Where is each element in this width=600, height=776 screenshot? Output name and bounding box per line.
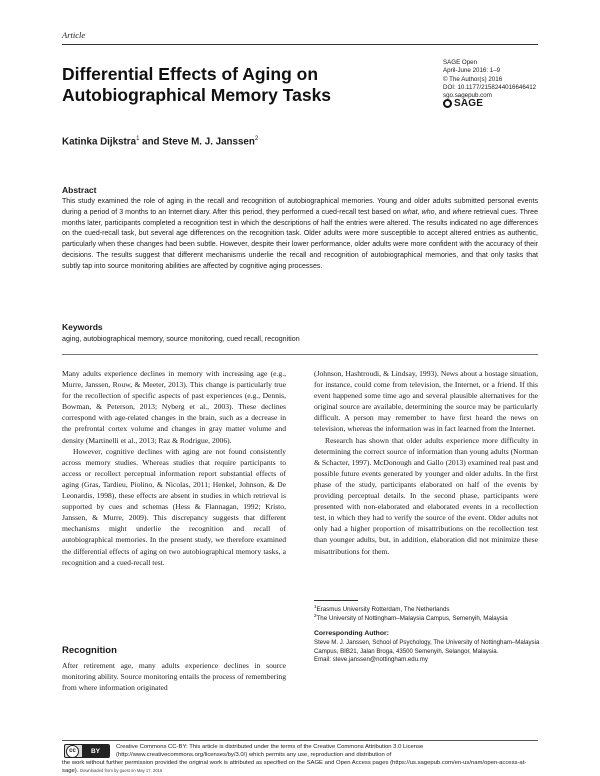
affiliation-marker: 1 bbox=[136, 136, 140, 142]
affiliation-footnote: $^2$The University of Nottingham–Malaysia Campus, Semenyih, Malaysia bbox=[314, 613, 508, 623]
footnote-rule bbox=[314, 600, 358, 601]
body-paragraph: Research has shown that older adults experience more difficulty in determining the correct source of information than young adults (Norman & Schacter, 1997). McDonough and Gallo (2013) examined real past and possible future events generated by younger and older adults. In the first phase of the study, participants elaborated on half of the events by providing perceptual details. In the second phase, participants were presented with non-elaborated and elaborated events in a recollection test, in which they had to verify the source of the event. Older adults not only had a higher proportion of misattributions on the recollection test than younger adults, but, in addition, elaboration did not minimize these misattributions for them. bbox=[314, 435, 538, 556]
sage-logo bbox=[443, 98, 483, 109]
body-paragraph: After retirement age, many adults experience declines in source monitoring ability. Source monitoring entails the process of remembering from where information originated bbox=[62, 661, 286, 693]
download-note: Downloaded from by guest on May 17, 2016 bbox=[80, 768, 163, 774]
author-joiner: and bbox=[139, 136, 163, 148]
doi[interactable]: DOI: 10.1177/2158244016646412 bbox=[443, 83, 537, 91]
affiliation-footnote: $^1$Erasmus University Rotterdam, The Netherlands bbox=[314, 604, 450, 614]
body-paragraph: (Johnson, Hashtroudi, & Lindsay, 1993). News about a hostage situation, for instance, could come from television, the Internet, or a friend. If this event happened some time ago and several plausible alternatives for the original source are available, determining the source may be particularly difficult. A person may remember to have first heard the news on television, whereas the information was in fact learned from the Internet. bbox=[314, 369, 538, 434]
copyright: © The Author(s) 2016 bbox=[443, 75, 503, 83]
author-list bbox=[62, 136, 258, 147]
body-paragraph: However, cognitive declines with aging are not found consistently across memory studies. Whereas studies that require participants to access or recollect perceptual information report substantial effects of aging (Gras, Tardieu, Piolino, & Nicolas, 2011; Henkel, Johnson, & De Leonardis, 1998), these effects are absent in studies in which retrieval is supported by cues and schemas (Hess & Flannagan, 1992; Kristo, Janssen, & Murre, 2009). This discrepancy suggests that different mechanisms might underlie the recognition and recall of autobiographical memories. In the present study, we therefore examined the differential effects of aging on two autobiographical memory tasks, a recognition and a cued-recall test. bbox=[62, 446, 286, 567]
abstract-text: This study examined the role of aging in the recall and recognition of autobiographical memories. Young and older adults submitted personal events during a period of 3 months to an Internet diary. After this period, they performed a cued-recall test based on what, who, and where retrieval cues. Three months later, participants completed a recognition test in which the descriptions of half the entries were altered. The results indicated no age differences on the cued-recall task, but several age differences on the recognition task. Older adults were more susceptible to accept altered entries as authentic, particularly when these changes had been subtle. However, despite their lower performance, older adults were more confident with the accuracy of their decisions. The results suggest that different mechanisms underlie the recall and recognition of autobiographical memories, and that only tasks that subtly tap into source monitoring abilities are affected by cognitive aging processes. bbox=[62, 198, 539, 270]
by-icon: BY bbox=[82, 745, 109, 757]
cc-by-badge[interactable] bbox=[64, 744, 110, 758]
journal-name: SAGE Open bbox=[443, 59, 478, 66]
abstract-heading: Abstract bbox=[62, 185, 97, 195]
corresponding-author-info bbox=[314, 639, 550, 665]
body-paragraph: Many adults experience declines in memory with increasing age (e.g., Murre, Janssen, Rouw, & Meeter, 2013). This change is particularly true for the recollection of specific aspects of past experiences (e.g., Dennis, Bowman, & Peterson, 2013; Nyberg et al., 2003). These declines correspond with age-related changes in the brain, such as a decrease in the prefrontal cortex volume and changes in gray matter volume and density (Martinelli et al., 2013; Raz & Rodrigue, 2006). bbox=[62, 369, 286, 445]
license-text: Creative Commons CC-BY: This article is distributed under the terms of the Creative Commons Attribution 3.0 License (http://www.creativecommons.org/licenses/by/3.0/) which permits any use, reproduction and distribution of bbox=[116, 744, 424, 759]
author-name: Katinka Dijkstra bbox=[62, 136, 137, 148]
header-rule bbox=[62, 44, 538, 45]
affiliation-marker: 2 bbox=[254, 136, 259, 142]
corresponding-author-heading: Corresponding Author: bbox=[314, 630, 389, 637]
sage-logo-icon bbox=[443, 99, 452, 108]
cc-icon: cc bbox=[66, 745, 79, 758]
paper-title: Differential Effects of Aging on Autobiographical Memory Tasks bbox=[62, 64, 332, 105]
sage-logo-text: SAGE bbox=[454, 98, 484, 109]
journal-issue: April-June 2016: 1–9 bbox=[443, 67, 501, 75]
corresponding-email[interactable]: Email: steve.janssen@nottingham.edu.my bbox=[314, 656, 428, 664]
section-heading-recognition: Recognition bbox=[62, 645, 117, 656]
body-column-left bbox=[62, 368, 286, 568]
article-type-label: Article bbox=[62, 30, 86, 40]
license-rule bbox=[62, 740, 538, 741]
body-column-right bbox=[314, 368, 538, 557]
keywords-text: aging, autobiographical memory, source monitoring, cued recall, recognition bbox=[62, 335, 300, 343]
author-name: Steve M. J. Janssen bbox=[162, 136, 255, 148]
license-text-continued: the work without further permission provided the original work is attributed as specified on the SAGE and Open Access pages (https://us.sagepub.com/en-us/nam/open-access-at-sage). Downloaded from by guest on May 17, 2016 bbox=[62, 760, 527, 775]
journal-info bbox=[443, 59, 553, 100]
keywords-heading: Keywords bbox=[62, 322, 103, 332]
journal-url[interactable]: sgo.sagepub.com bbox=[443, 92, 492, 100]
section-rule bbox=[62, 354, 538, 355]
corresponding-address: Steve M. J. Janssen, School of Psychology, The University of Nottingham–Malaysia Campus, BIB21, Jalan Broga, 43500 Semenyih, Selangor, Malaysia. bbox=[314, 639, 540, 655]
